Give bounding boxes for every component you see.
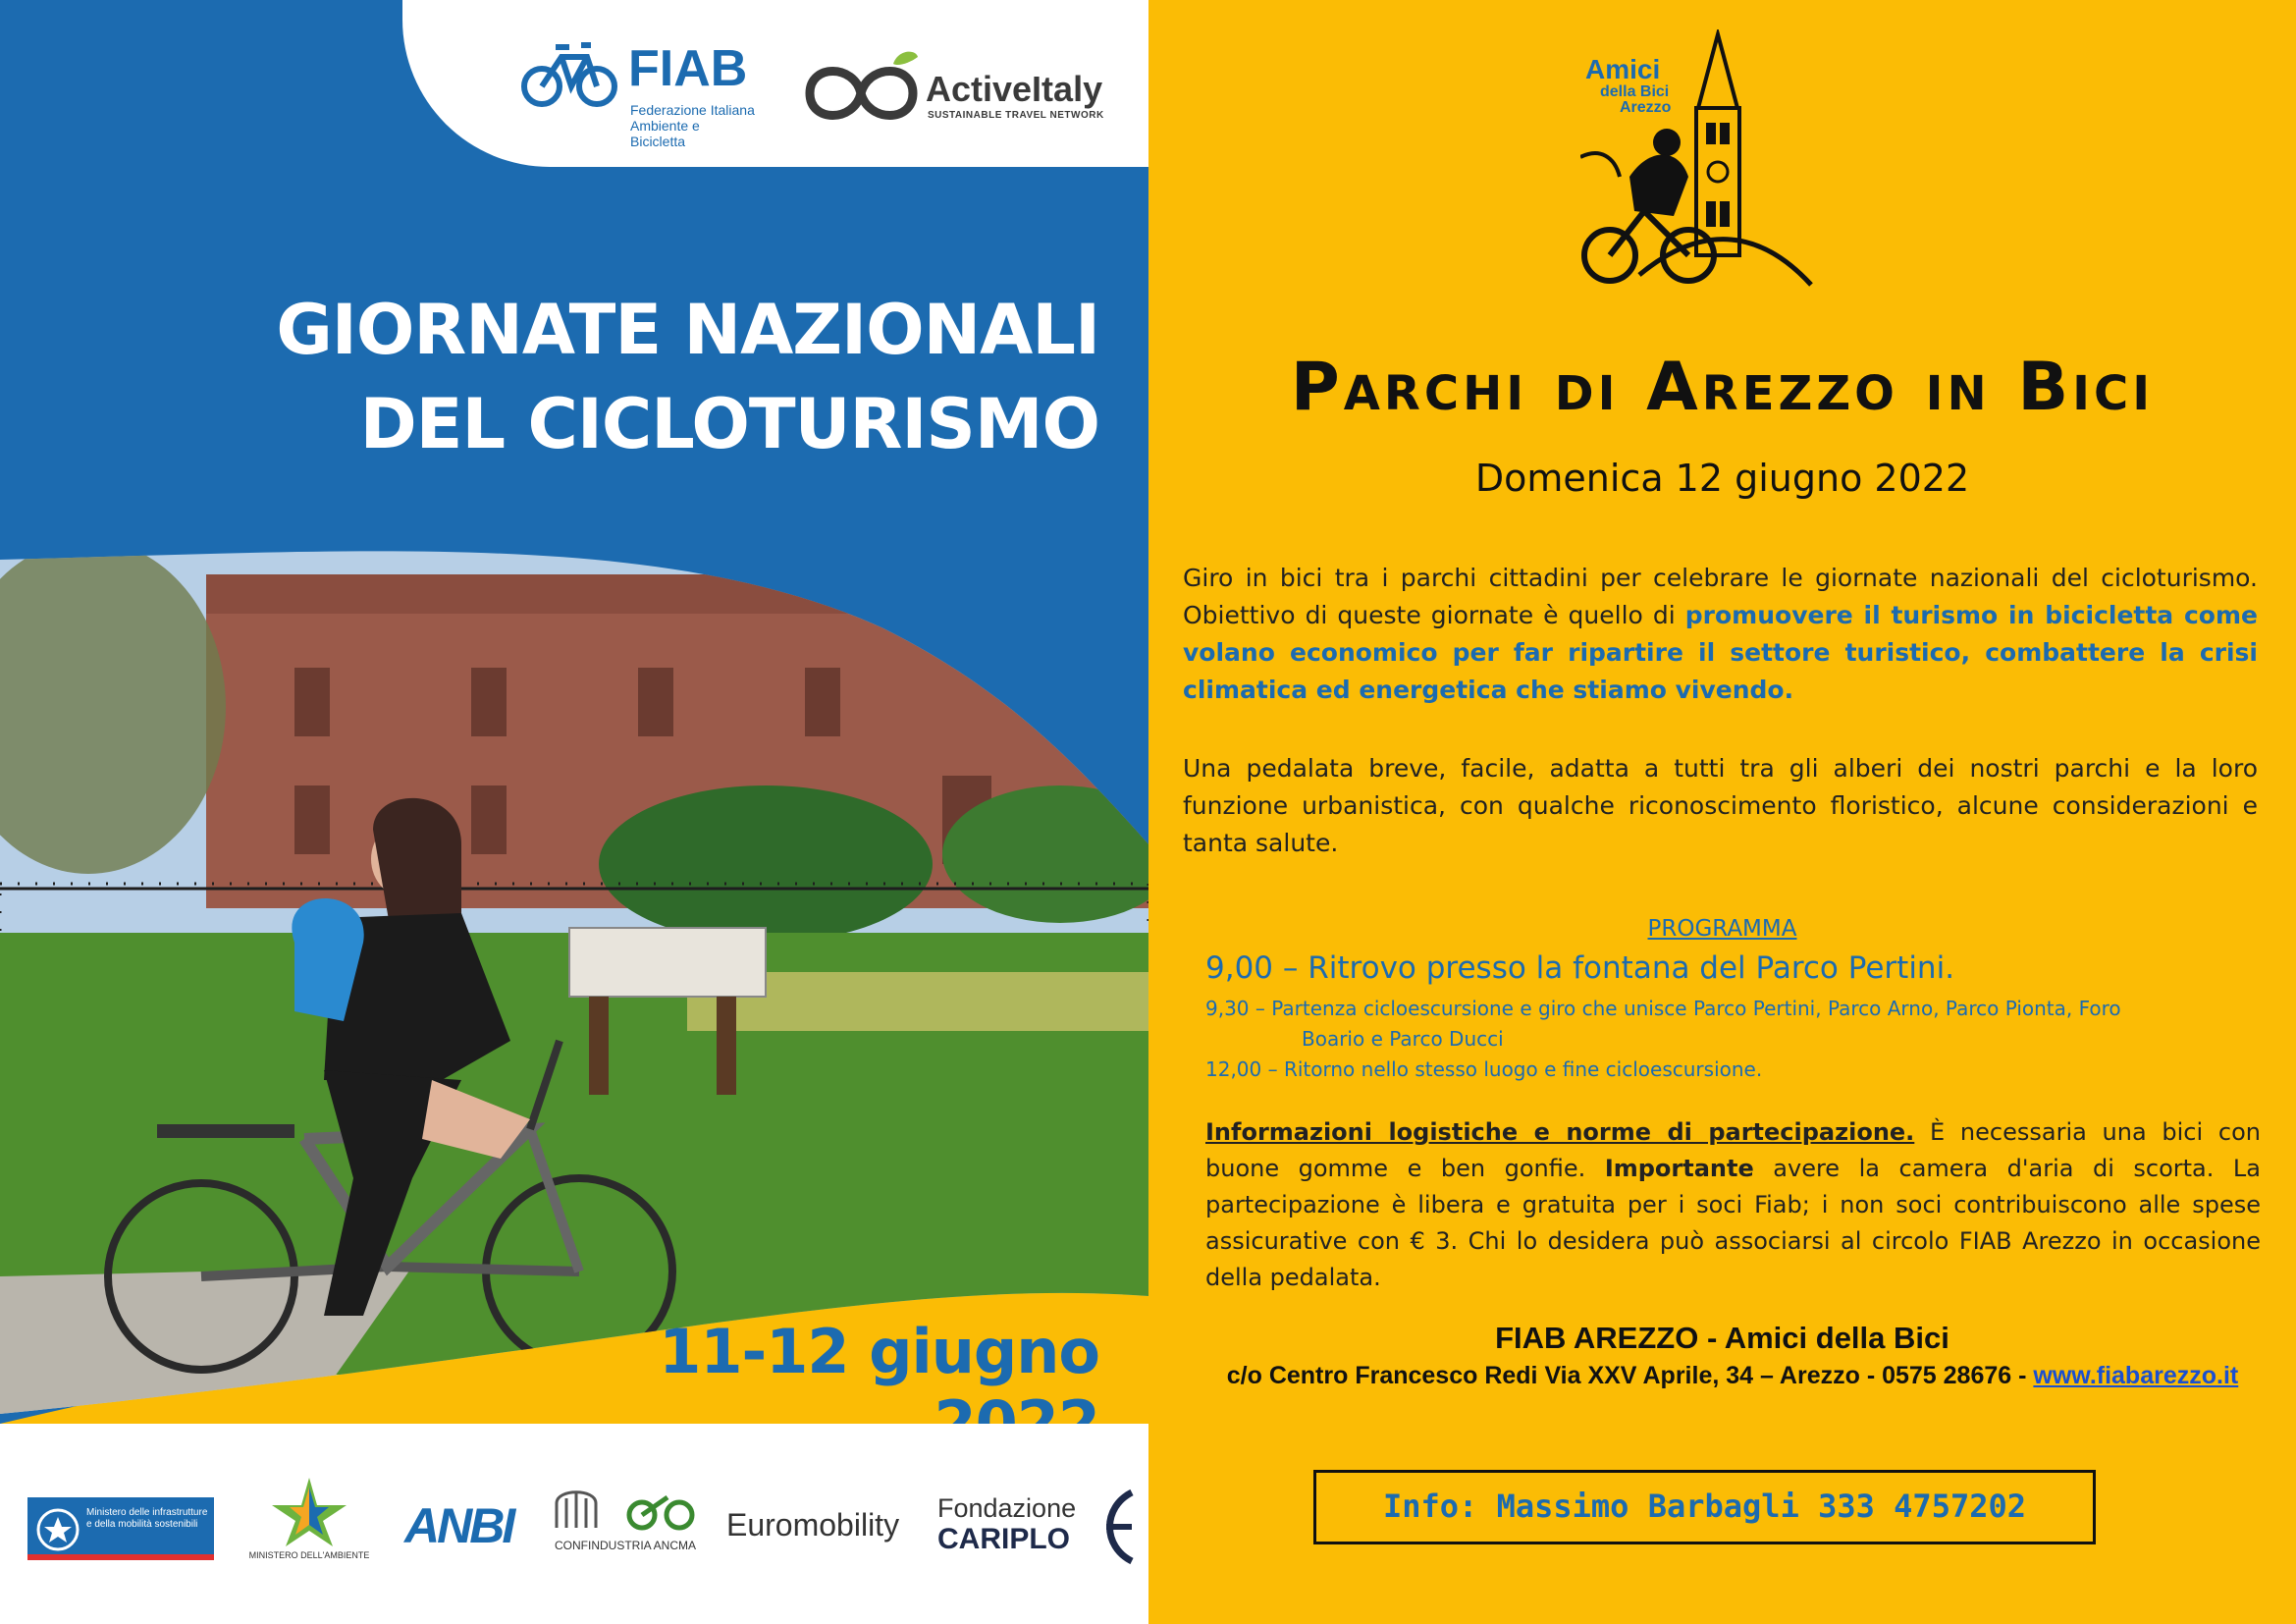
sponsor-confindustria-ancma xyxy=(542,1478,709,1566)
programma-heading: PROGRAMMA xyxy=(1647,916,1797,942)
logo-text-della-bici: della Bici xyxy=(1600,83,1670,100)
fiab-name: FIAB xyxy=(628,40,748,97)
info-paragraph xyxy=(1205,1114,2261,1296)
info-contact-box: Info: Massimo Barbagli 333 4757202 xyxy=(1313,1470,2096,1544)
event-date: Domenica 12 giugno 2022 xyxy=(1474,457,1970,500)
sponsor-cariplo-line2: CARIPLO xyxy=(937,1523,1070,1555)
main-title-line1: GIORNATE NAZIONALI xyxy=(276,290,1099,370)
intro-paragraph xyxy=(1183,560,2258,709)
programma-item-2: 9,30 – Partenza cicloescursione e giro che unisce Parco Pertini, Parco Arno, Parco Pionta, Foro xyxy=(1205,997,2121,1020)
organization-address-text: c/o Centro Francesco Redi Via XXV Aprile, 34 – Arezzo - 0575 28676 - xyxy=(1226,1362,2034,1389)
info-heading: Informazioni logistiche e norme di partecipazione. xyxy=(1205,1118,1915,1146)
activeitaly-subtitle: SUSTAINABLE TRAVEL NETWORK xyxy=(928,110,1104,121)
right-panel xyxy=(1148,0,2296,1624)
programma-item-3: 12,00 – Ritorno nello stesso luogo e fine cicloescursione. xyxy=(1205,1057,1763,1081)
website-link[interactable]: www.fiabarezzo.it xyxy=(2033,1362,2239,1389)
event-title: Parchi di Arezzo in Bici xyxy=(1290,349,2155,426)
logo-text-arezzo: Arezzo xyxy=(1620,99,1672,116)
sponsor-cariplo-line1: Fondazione xyxy=(937,1493,1077,1523)
sponsor-ministero-infrastrutture-label: Ministero delle infrastrutture e della mobilità sostenibili xyxy=(86,1507,208,1530)
info-text-1: È necessaria una bici con buone gomme e ben gonfie. xyxy=(1205,1118,2261,1182)
sponsor-euromobility xyxy=(726,1478,923,1566)
description-paragraph: Una pedalata breve, facile, adatta a tutti tra gli alberi dei nostri parchi e la loro funzione urbanistica, con qualche riconoscimento floristico, alcune considerazioni e tanta salute. xyxy=(1183,754,2258,857)
cariplo-emblem-icon xyxy=(1093,1488,1138,1566)
amici-bici-arezzo-logo xyxy=(1580,29,1816,295)
ancma-bike-icon xyxy=(626,1491,695,1533)
sponsor-ministero-infrastrutture xyxy=(27,1478,214,1566)
intro-text: Giro in bici tra i parchi cittadini per celebrare le giornate nazionali del cicloturismo. Obiettivo di queste giornate è quello di xyxy=(1183,564,2258,629)
sponsor-fondazione-cariplo xyxy=(937,1478,1144,1566)
sponsor-anbi xyxy=(404,1478,522,1566)
activeitaly-name: ActiveItaly xyxy=(926,69,1103,109)
sponsor-ministero-ambiente-label: MINISTERO DELL'AMBIENTE xyxy=(248,1550,370,1560)
italian-emblem-icon xyxy=(33,1505,82,1554)
main-title-line2: DEL CICLOTURISMO xyxy=(359,384,1099,464)
sponsor-anbi-label: ANBI xyxy=(404,1498,513,1553)
info-text-2: avere la camera d'aria di scorta. La partecipazione è libera e gratuita per i soci Fiab; i non soci contribuiscono alle spese assicurative con € 3. Chi lo desidera può associarsi al circolo FIAB Arezzo in occasione della pedalata. xyxy=(1205,1155,2262,1291)
logo-text-amici: Amici xyxy=(1585,54,1661,84)
organization-name: FIAB AREZZO - Amici della Bici xyxy=(1495,1321,1949,1355)
sponsor-euromobility-label: Euromobility xyxy=(726,1507,900,1543)
sponsor-confindustria-label: CONFINDUSTRIA ANCMA xyxy=(554,1539,696,1552)
event-dates: 11-12 giugno xyxy=(659,1316,1099,1387)
star-leaves-icon xyxy=(270,1478,348,1546)
sponsor-ministero-ambiente xyxy=(236,1478,383,1566)
confindustria-icon xyxy=(552,1484,601,1533)
intro-highlight: promuovere il turismo in bicicletta come volano economico per far ripartire il settore turistico, combattere la crisi climatica ed energetica che stiamo vivendo. xyxy=(1183,601,2258,704)
organization-address xyxy=(1193,1362,2272,1390)
fiab-subtitle: Federazione Italiana Ambiente e Bicicletta xyxy=(630,102,755,149)
programma-item-2-continued: Boario e Parco Ducci xyxy=(1302,1027,1504,1051)
info-important: Importante xyxy=(1604,1155,1754,1182)
programma-item-1: 9,00 – Ritrovo presso la fontana del Parco Pertini. xyxy=(1205,950,1955,986)
